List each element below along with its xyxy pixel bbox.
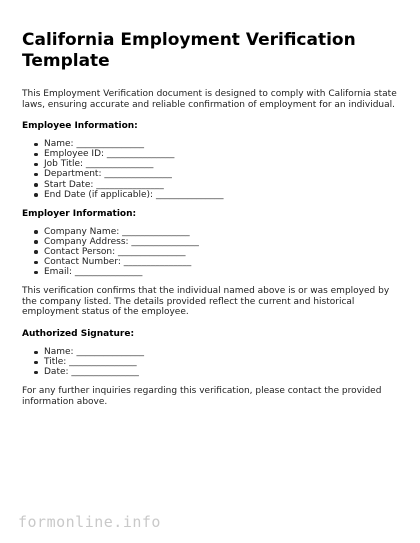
department-field: Department: _______________ xyxy=(44,169,402,179)
contact-person-field: Contact Person: _______________ xyxy=(44,247,402,257)
signer-name-field: Name: _______________ xyxy=(44,347,402,357)
page-title: California Employment Verification Template xyxy=(22,30,356,71)
signature-fields-list xyxy=(22,347,402,377)
signature-date-field: Date: _______________ xyxy=(44,367,402,377)
employee-section-heading: Employee Information: xyxy=(22,121,138,132)
employee-name-field: Name: _______________ xyxy=(44,139,402,149)
company-name-field: Company Name: _______________ xyxy=(44,227,402,237)
contact-number-field: Contact Number: _______________ xyxy=(44,257,402,267)
document-page xyxy=(22,30,402,418)
employer-section-heading: Employer Information: xyxy=(22,208,137,219)
end-date-field: End Date (if applicable): _______________ xyxy=(44,190,402,200)
start-date-field: Start Date: _______________ xyxy=(44,180,402,190)
signer-title-field: Title: _______________ xyxy=(44,357,402,367)
employee-fields-list xyxy=(22,139,402,200)
signature-section-heading: Authorized Signature: xyxy=(22,329,135,339)
email-field: Email: _______________ xyxy=(44,267,402,277)
company-address-field: Company Address: _______________ xyxy=(44,237,402,247)
intro-paragraph: This Employment Verification document is designed to comply with California state laws, ensuring accurate and reliable confirmation of employment for an individual. xyxy=(22,89,397,110)
employer-fields-list xyxy=(22,227,402,277)
job-title-field: Job Title: _______________ xyxy=(44,159,402,169)
employee-id-field: Employee ID: _______________ xyxy=(44,149,402,159)
closing-paragraph: For any further inquiries regarding this verification, please contact the provided information above. xyxy=(22,386,382,407)
confirmation-paragraph: This verification confirms that the individual named above is or was employed by the company listed. The details provided reflect the current and historical employment status of the employee. xyxy=(22,286,390,318)
watermark-text: formonline.info xyxy=(18,513,161,531)
